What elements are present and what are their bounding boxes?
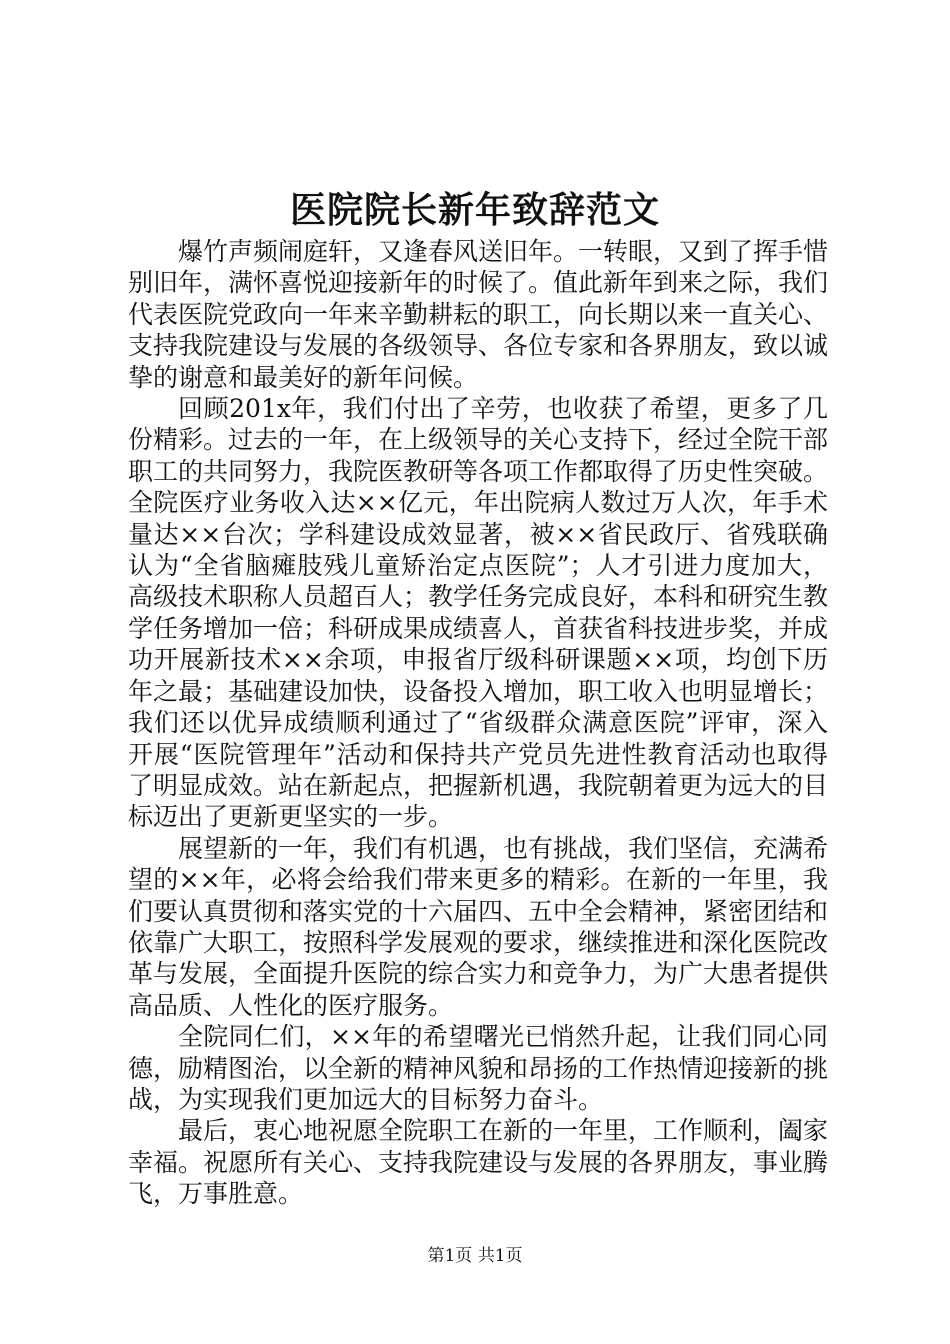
paragraph-closing-wishes: 最后，衷心地祝愿全院职工在新的一年里，工作顺利，阖家幸福。祝愿所有关心、支持我院建设与发展的各界朋友，事业腾飞，万事胜意。 (128, 1116, 829, 1209)
paragraph-call-to-action: 全院同仁们，××年的希望曙光已悄然升起，让我们同心同德，励精图治，以全新的精神风貌和昂扬的工作热情迎接新的挑战，为实现我们更加远大的目标努力奋斗。 (128, 1022, 829, 1114)
document-body (128, 236, 828, 1210)
paragraph-review: 回顾201x年，我们付出了辛劳，也收获了希望，更多了几份精彩。过去的一年，在上级领导的关心支持下，经过全院干部职工的共同努力，我院医教研等各项工作都取得了历史性突破。全院医疗业务收入达××亿元，年出院病人数过万人次，年手术量达××台次；学科建设成效显著，被××省民政厅、省残联确认为“全省脑瘫肢残儿童矫治定点医院”；人才引进力度加大，高级技术职称人员超百人；教学任务完成良好，本科和研究生教学任务增加一倍；科研成果成绩喜人，首获省科技进步奖，并成功开展新技术××余项，申报省厅级科研课题××项，均创下历年之最；基础建设加快，设备投入增加，职工收入也明显增长；我们还以优异成绩顺利通过了“省级群众满意医院”评审，深入开展“医院管理年”活动和保持共产党员先进性教育活动也取得了明显成效。站在新起点，把握新机遇，我院朝着更为远大的目标迈出了更新更坚实的一步。 (128, 394, 829, 832)
paragraph-greeting: 爆竹声频闹庭轩，又逢春风送旧年。一转眼，又到了挥手惜别旧年，满怀喜悦迎接新年的时候了。值此新年到来之际，我们代表医院党政向一年来辛勤耕耘的职工，向长期以来一直关心、支持我院建设与发展的各级领导、各位专家和各界朋友，致以诚挚的谢意和最美好的新年问候。 (128, 237, 829, 392)
page-number-footer: 第1页 共1页 (427, 1246, 523, 1266)
document-title: 医院院长新年致辞范文 (289, 189, 660, 231)
paragraph-outlook: 展望新的一年，我们有机遇，也有挑战，我们坚信，充满希望的××年，必将会给我们带来更多的精彩。在新的一年里，我们要认真贯彻和落实党的十六届四、五中全会精神，紧密团结和依靠广大职工，按照科学发展观的要求，继续推进和深化医院改革与发展，全面提升医院的综合实力和竞争力，为广大患者提供高品质、人性化的医疗服务。 (128, 833, 829, 1020)
